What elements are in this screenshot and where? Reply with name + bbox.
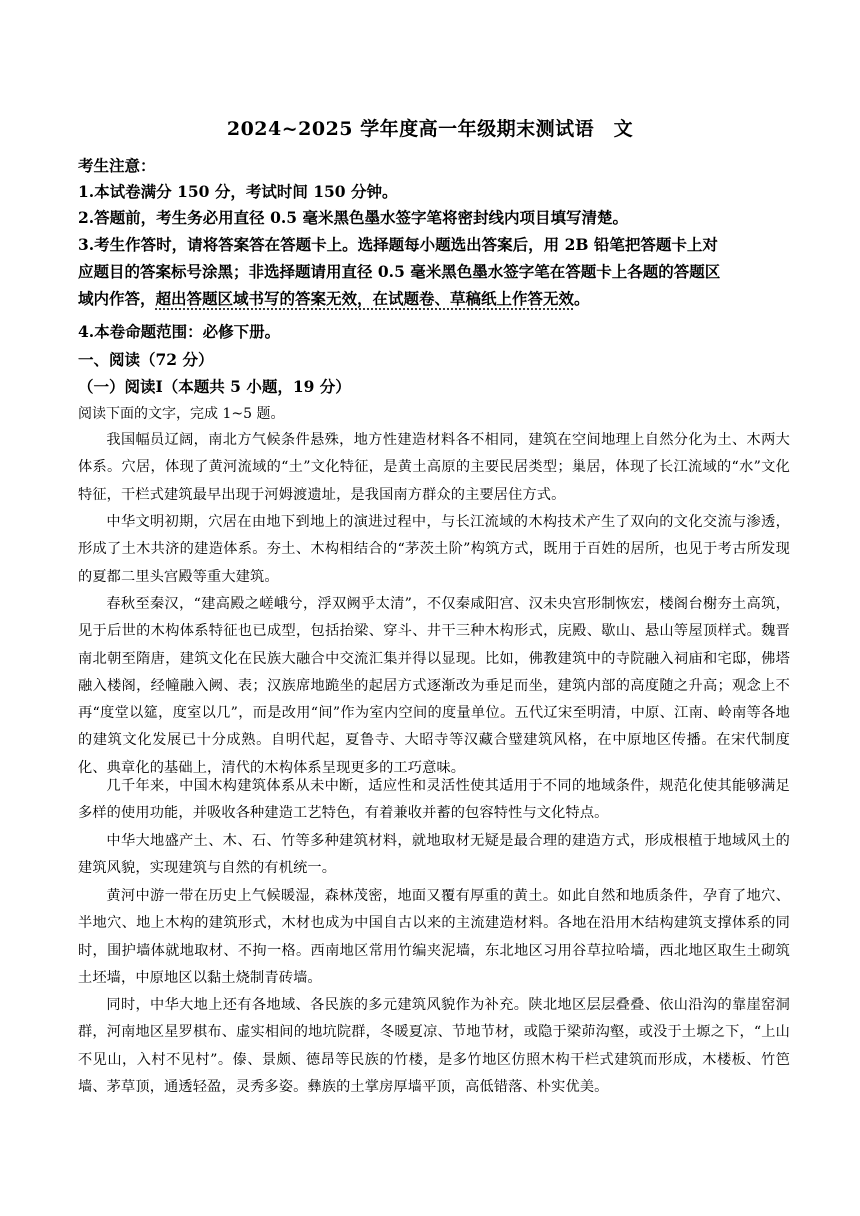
- section-reading-heading: 一、阅读（72 分）: [78, 350, 214, 369]
- notice-item-1: 1.本试卷满分 150 分，考试时间 150 分钟。: [78, 182, 398, 201]
- notice-heading: 考生注意：: [78, 156, 156, 175]
- reading-instruction: 阅读下面的文字，完成 1~5 题。: [78, 406, 285, 422]
- notice-item-2: 2.答题前，考生务必用直径 0.5 毫米黑色墨水签字笔将密封线内项目填写清楚。: [78, 208, 628, 227]
- passage-paragraph-4: 几千年来，中国木构建筑体系从未中断，适应性和灵活性使其适用于不同的地域条件，规范化使其能够满足多样的使用功能，并吸收各种建造工艺特色，有着兼收并蓄的包容特性与文化特点。: [78, 778, 790, 822]
- notice-item-3-line-3: [78, 285, 788, 313]
- exam-title: 2024~2025 学年度高一年级期末测试语 文: [226, 118, 634, 140]
- passage-paragraph-7: 同时，中华大地上还有各地域、各民族的多元建筑风貌作为补充。陕北地区层层叠叠、依山沿沟的靠崖窑洞群，河南地区星罗棋布、虚实相间的地坑院群，冬暖夏凉、节地节材，或隐于梁茆沟壑，或没于土塬之下，“上山不见山，入村不见村”。傣、景颇、德昂等民族的竹楼，是多竹地区仿照木构干栏式建筑而形成，木楼板、竹笆墙、茅草顶，通透轻盈，灵秀多姿。彝族的土掌房厚墙平顶，高低错落、朴实优美。: [78, 997, 790, 1095]
- passage-paragraph-5: 中华大地盛产土、木、石、竹等多种建筑材料，就地取材无疑是最合理的建造方式，形成根植于地域风土的建筑风貌，实现建筑与自然的有机统一。: [78, 833, 790, 877]
- notice-item-3-emphasis: 超出答题区域书写的答案无效，在试题卷、草稿纸上作答无效: [155, 289, 575, 308]
- passage-paragraph-1: 我国幅员辽阔，南北方气候条件悬殊，地方性建造材料各不相同，建筑在空间地理上自然分化为土、木两大体系。穴居，体现了黄河流域的“土”文化特征，是黄土高原的主要民居类型；巢居，体现了长江流域的“水”文化特征，干栏式建筑最早出现于河姆渡遗址，是我国南方群众的主要居住方式。: [78, 432, 790, 503]
- notice-item-4: 4.本卷命题范围：必修下册。: [78, 322, 281, 341]
- notice-item-3-end: 。: [574, 289, 590, 308]
- notice-item-3-plain: 域内作答，: [78, 289, 156, 308]
- passage-paragraph-2: 中华文明初期，穴居在由地下到地上的演进过程中，与长江流域的木构技术产生了双向的文化交流与渗透，形成了土木共济的建造体系。夯土、木构相结合的“茅茨土阶”构筑方式，既用于百姓的居所，也见于考古所发现的夏都二里头宫殿等重大建筑。: [78, 514, 790, 585]
- passage-paragraph-6: 黄河中游一带在历史上气候暖湿，森林茂密，地面又覆有厚重的黄土。如此自然和地质条件，孕育了地穴、半地穴、地上木构的建筑形式，木材也成为中国自古以来的主流建造材料。各地在沿用木结构建筑支撑体系的同时，围护墙体就地取材、不拘一格。西南地区常用竹编夹泥墙，东北地区习用谷草拉哈墙，西北地区取生土砌筑土坯墙，中原地区以黏土烧制青砖墙。: [78, 888, 790, 986]
- notice-item-3-line-2: 应题目的答案标号涂黑；非选择题请用直径 0.5 毫米黑色墨水签字笔在答题卡上各题的答题区: [78, 262, 721, 281]
- passage-paragraph-3: 春秋至秦汉，“建高殿之嵯峨兮，浮双阙乎太清”，不仅秦咸阳宫、汉未央宫形制恢宏，楼阁台榭夯土高筑，见于后世的木构体系特征也已成型，包括抬梁、穿斗、井干三种木构形式，庑殿、歇山、悬山等屋顶样式。魏晋南北朝至隋唐，建筑文化在民族大融合中交流汇集并得以显现。比如，佛教建筑中的寺院融入祠庙和宅邸，佛塔融入楼阁，经幢融入阙、表；汉族席地跪坐的起居方式逐渐改为垂足而坐，建筑内部的高度随之升高；观念上不再“度堂以筵，度室以几”，而是改用“间”作为室内空间的度量单位。五代辽宋至明清，中原、江南、岭南等各地的建筑文化发展已十分成熟。自明代起，夏鲁寺、大昭寺等汉藏合璧建筑风格，在中原地区传播。在宋代制度化、典章化的基础上，清代的木构体系呈现更多的工巧意味。: [78, 596, 790, 776]
- subsection-reading-1-heading: （一）阅读Ⅰ（本题共 5 小题，19 分）: [78, 377, 351, 396]
- notice-item-3-line-1: 3.考生作答时，请将答案答在答题卡上。选择题每小题选出答案后，用 2B 铅笔把答题卡上对: [78, 235, 718, 254]
